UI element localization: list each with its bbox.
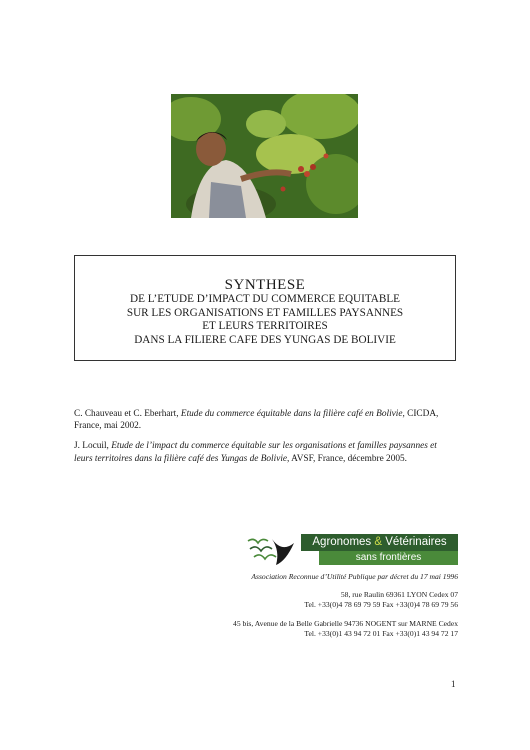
logo-text-veterinaires: Vétérinaires xyxy=(382,536,447,548)
page-number: 1 xyxy=(451,679,456,689)
address-nogent-street: 45 bis, Avenue de la Belle Gabrielle 94736 NOGENT sur MARNE Cedex xyxy=(233,619,458,628)
reference-1-authors: C. Chauveau et C. Eberhart, xyxy=(74,409,181,419)
reference-2-details: , AVSF, France, décembre 2005. xyxy=(287,453,407,464)
association-statement: Association Reconnue d’Utilité Publique par décret du 17 mai 1996 xyxy=(251,572,458,581)
subtitle-line-3: ET LEURS TERRITOIRES xyxy=(202,320,328,332)
avsf-logo xyxy=(246,531,458,567)
reference-1-details: , CICDA, France, mai 2002. xyxy=(74,409,439,432)
farmer-photo-illustration xyxy=(171,94,358,218)
logo-bottom-band: sans frontières xyxy=(319,551,458,565)
birds-logo-icon xyxy=(246,531,298,567)
logo-text-agronomes: Agronomes xyxy=(312,536,375,548)
address-lyon xyxy=(304,590,458,609)
address-lyon-street: 58, rue Raulin 69361 LYON Cedex 07 xyxy=(340,590,458,599)
subtitle-line-2: SUR LES ORGANISATIONS ET FAMILLES PAYSANNES xyxy=(126,306,404,319)
subtitle-line-1: DE L’ETUDE D’IMPACT DU COMMERCE EQUITABLE xyxy=(130,293,400,305)
logo-wordmark xyxy=(301,534,458,565)
reference-1-title: Etude du commerce équitable dans la filière café en Bolivie xyxy=(180,409,403,419)
address-nogent xyxy=(233,619,458,638)
reference-2-title: Etude de l’impact du commerce équitable sur les organisations et familles paysannes et leurs territoires dans la filière café des Yungas de Bolivie xyxy=(74,441,437,464)
reference-1 xyxy=(74,408,456,432)
logo-top-band xyxy=(301,534,458,551)
address-lyon-phone: Tel. +33(0)4 78 69 79 59 Fax +33(0)4 78 69 79 56 xyxy=(304,599,458,609)
references xyxy=(74,408,456,473)
address-nogent-phone: Tel. +33(0)1 43 94 72 01 Fax +33(0)1 43 94 72 17 xyxy=(304,628,458,638)
logo-text-ampersand: & xyxy=(374,536,383,548)
subtitle-line-4: DANS LA FILIERE CAFE DES YUNGAS DE BOLIVIE xyxy=(134,333,396,346)
document-title: SYNTHESE xyxy=(224,277,306,293)
title-box xyxy=(74,255,456,361)
reference-2-authors: J. Locuil, xyxy=(74,441,112,452)
cover-photo xyxy=(171,94,358,218)
reference-2 xyxy=(74,440,456,464)
